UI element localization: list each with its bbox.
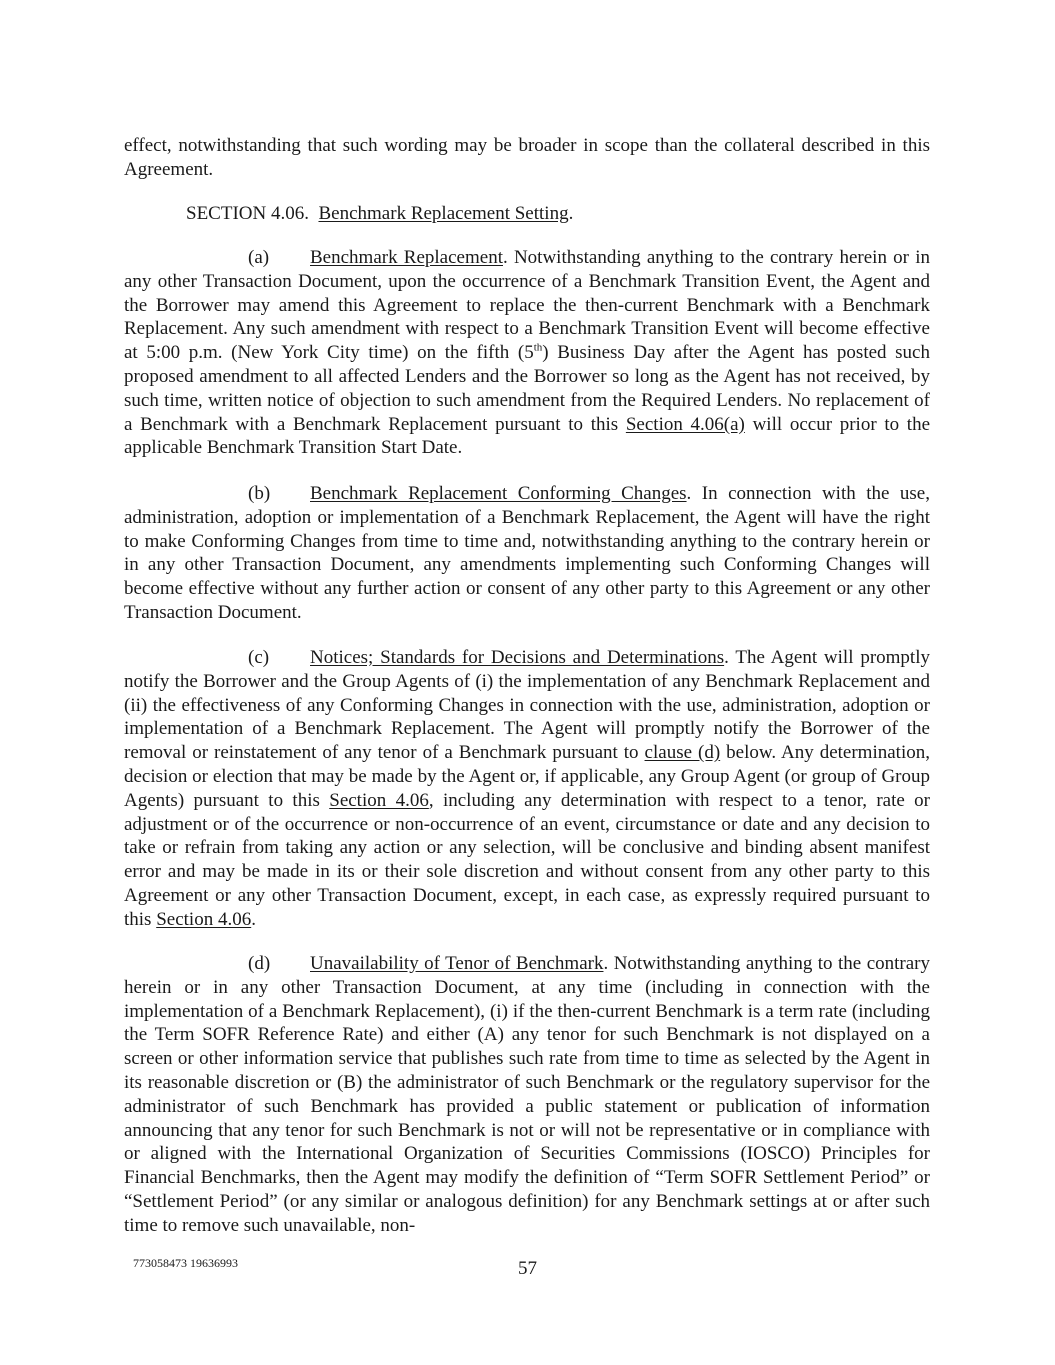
document-id: 773058473 19636993 bbox=[133, 1256, 238, 1270]
section-reference-link[interactable]: Section 4.06 bbox=[156, 908, 252, 930]
paragraph-c-text-4: . bbox=[251, 908, 256, 930]
paragraph-c-text-2: below. Any determination, decision or election that may be made by the Agent or, if applicable, any Group Agent (or group of Group Agents) pursuant to this bbox=[124, 742, 930, 811]
paragraph-c-text-3: , including any determination with respect to a tenor, rate or adjustment or of the occurrence or non-occurrence of an event, circumstance or date and any decision to take or refrain from taking any action or any selection, will be conclusive and binding absent manifest error and may be made in its or their sole discretion and without consent from any other party to this Agreement or any other Transaction Document, except, in each case, as expressly required pursuant to this bbox=[124, 789, 931, 930]
section-title-period: . bbox=[568, 203, 574, 224]
paragraph-b-heading: Benchmark Replacement Conforming Changes bbox=[310, 483, 687, 504]
section-title: Benchmark Replacement Setting bbox=[318, 203, 569, 224]
clause-reference-link[interactable]: clause (d) bbox=[644, 742, 721, 764]
paragraph-a-heading: Benchmark Replacement bbox=[310, 247, 503, 268]
paragraph-d-heading: Unavailability of Tenor of Benchmark bbox=[310, 953, 604, 974]
paragraph-d-text: . Notwithstanding anything to the contrary herein or in any other Transaction Document, at any time (including in connection with the implementation of a Benchmark Replacement), (i) if the then-current Benchmark is a term rate (including the Term SOFR Reference Rate) and either (A) any tenor for such Benchmark is not displayed on a screen or other information service that publishes such rate from time to time as selected by the Agent in its reasonable discretion or (B) the administrator of such Benchmark or the regulatory supervisor for the administrator of such Benchmark has provided a public statement or publication of information announcing that any tenor for such Benchmark is not or will not be representative or in compliance with or aligned with the International Organization of Securities Commissions (IOSCO) Principles for Financial Benchmarks, then the Agent may modify the definition of “Term SOFR Settlement Period” or “Settlement Period” (or any similar or analogous definition) for any Benchmark settings at or after such time to remove such unavailable, non- bbox=[124, 953, 930, 1236]
ordinal-superscript: th bbox=[533, 341, 543, 354]
section-reference-link[interactable]: Section 4.06(a) bbox=[625, 413, 745, 435]
intro-paragraph bbox=[124, 134, 930, 182]
paragraph-d bbox=[124, 952, 930, 1238]
paragraph-c bbox=[124, 646, 930, 932]
section-reference-link[interactable]: Section 4.06 bbox=[329, 789, 429, 811]
section-number: SECTION 4.06. bbox=[186, 203, 309, 224]
paragraph-a bbox=[124, 246, 930, 460]
paragraph-a-text-1: . Notwithstanding anything to the contrary herein or in any other Transaction Document, upon the occurrence of a Benchmark Transition Event, the Agent and the Borrower may amend this Agreement to replace the then-current Benchmark with a Benchmark Replacement. Any such amendment with respect to a Benchmark Transition Event will become effective at 5:00 p.m. (New York City time) on the fifth (5 bbox=[124, 247, 930, 364]
paragraph-d-label: (d) bbox=[248, 953, 271, 974]
paragraph-a-text-2: ) Business Day after the Agent has posted such proposed amendment to all affected Lenders and the Borrower so long as the Agent has not received, by such time, written notice of objection to such amendment from the Required Lenders. No replacement of a Benchmark with a Benchmark Replacement pursuant to this bbox=[124, 342, 930, 435]
paragraph-b-label: (b) bbox=[248, 483, 271, 504]
paragraph-b-text: . In connection with the use, administration, adoption or implementation of a Benchmark Replacement, the Agent will have the right to make Conforming Changes from time to time and, notwithstanding anything to the contrary herein or in any other Transaction Document, any amendments implementing such Conforming Changes will become effective without any further action or consent of any other party to this Agreement or any other Transaction Document. bbox=[124, 483, 930, 623]
paragraph-a-label: (a) bbox=[248, 247, 270, 268]
section-heading bbox=[124, 202, 930, 226]
paragraph-a-text-3: will occur prior to the applicable Benchmark Transition Start Date. bbox=[124, 413, 931, 459]
paragraph-c-heading: Notices; Standards for Decisions and Determinations bbox=[310, 647, 725, 668]
paragraph-b bbox=[124, 482, 930, 625]
paragraph-c-label: (c) bbox=[248, 647, 270, 668]
intro-text: effect, notwithstanding that such wording may be broader in scope than the collateral described in this Agreement. bbox=[124, 135, 930, 180]
paragraph-c-text-1: . The Agent will promptly notify the Borrower and the Group Agents of (i) the implementation of any Benchmark Replacement and (ii) the effectiveness of any Conforming Changes in connection with the use, administration, adoption or implementation of a Benchmark Replacement. The Agent will promptly notify the Borrower of the removal or reinstatement of any tenor of a Benchmark pursuant to bbox=[124, 647, 930, 764]
page-number: 57 bbox=[518, 1258, 537, 1279]
